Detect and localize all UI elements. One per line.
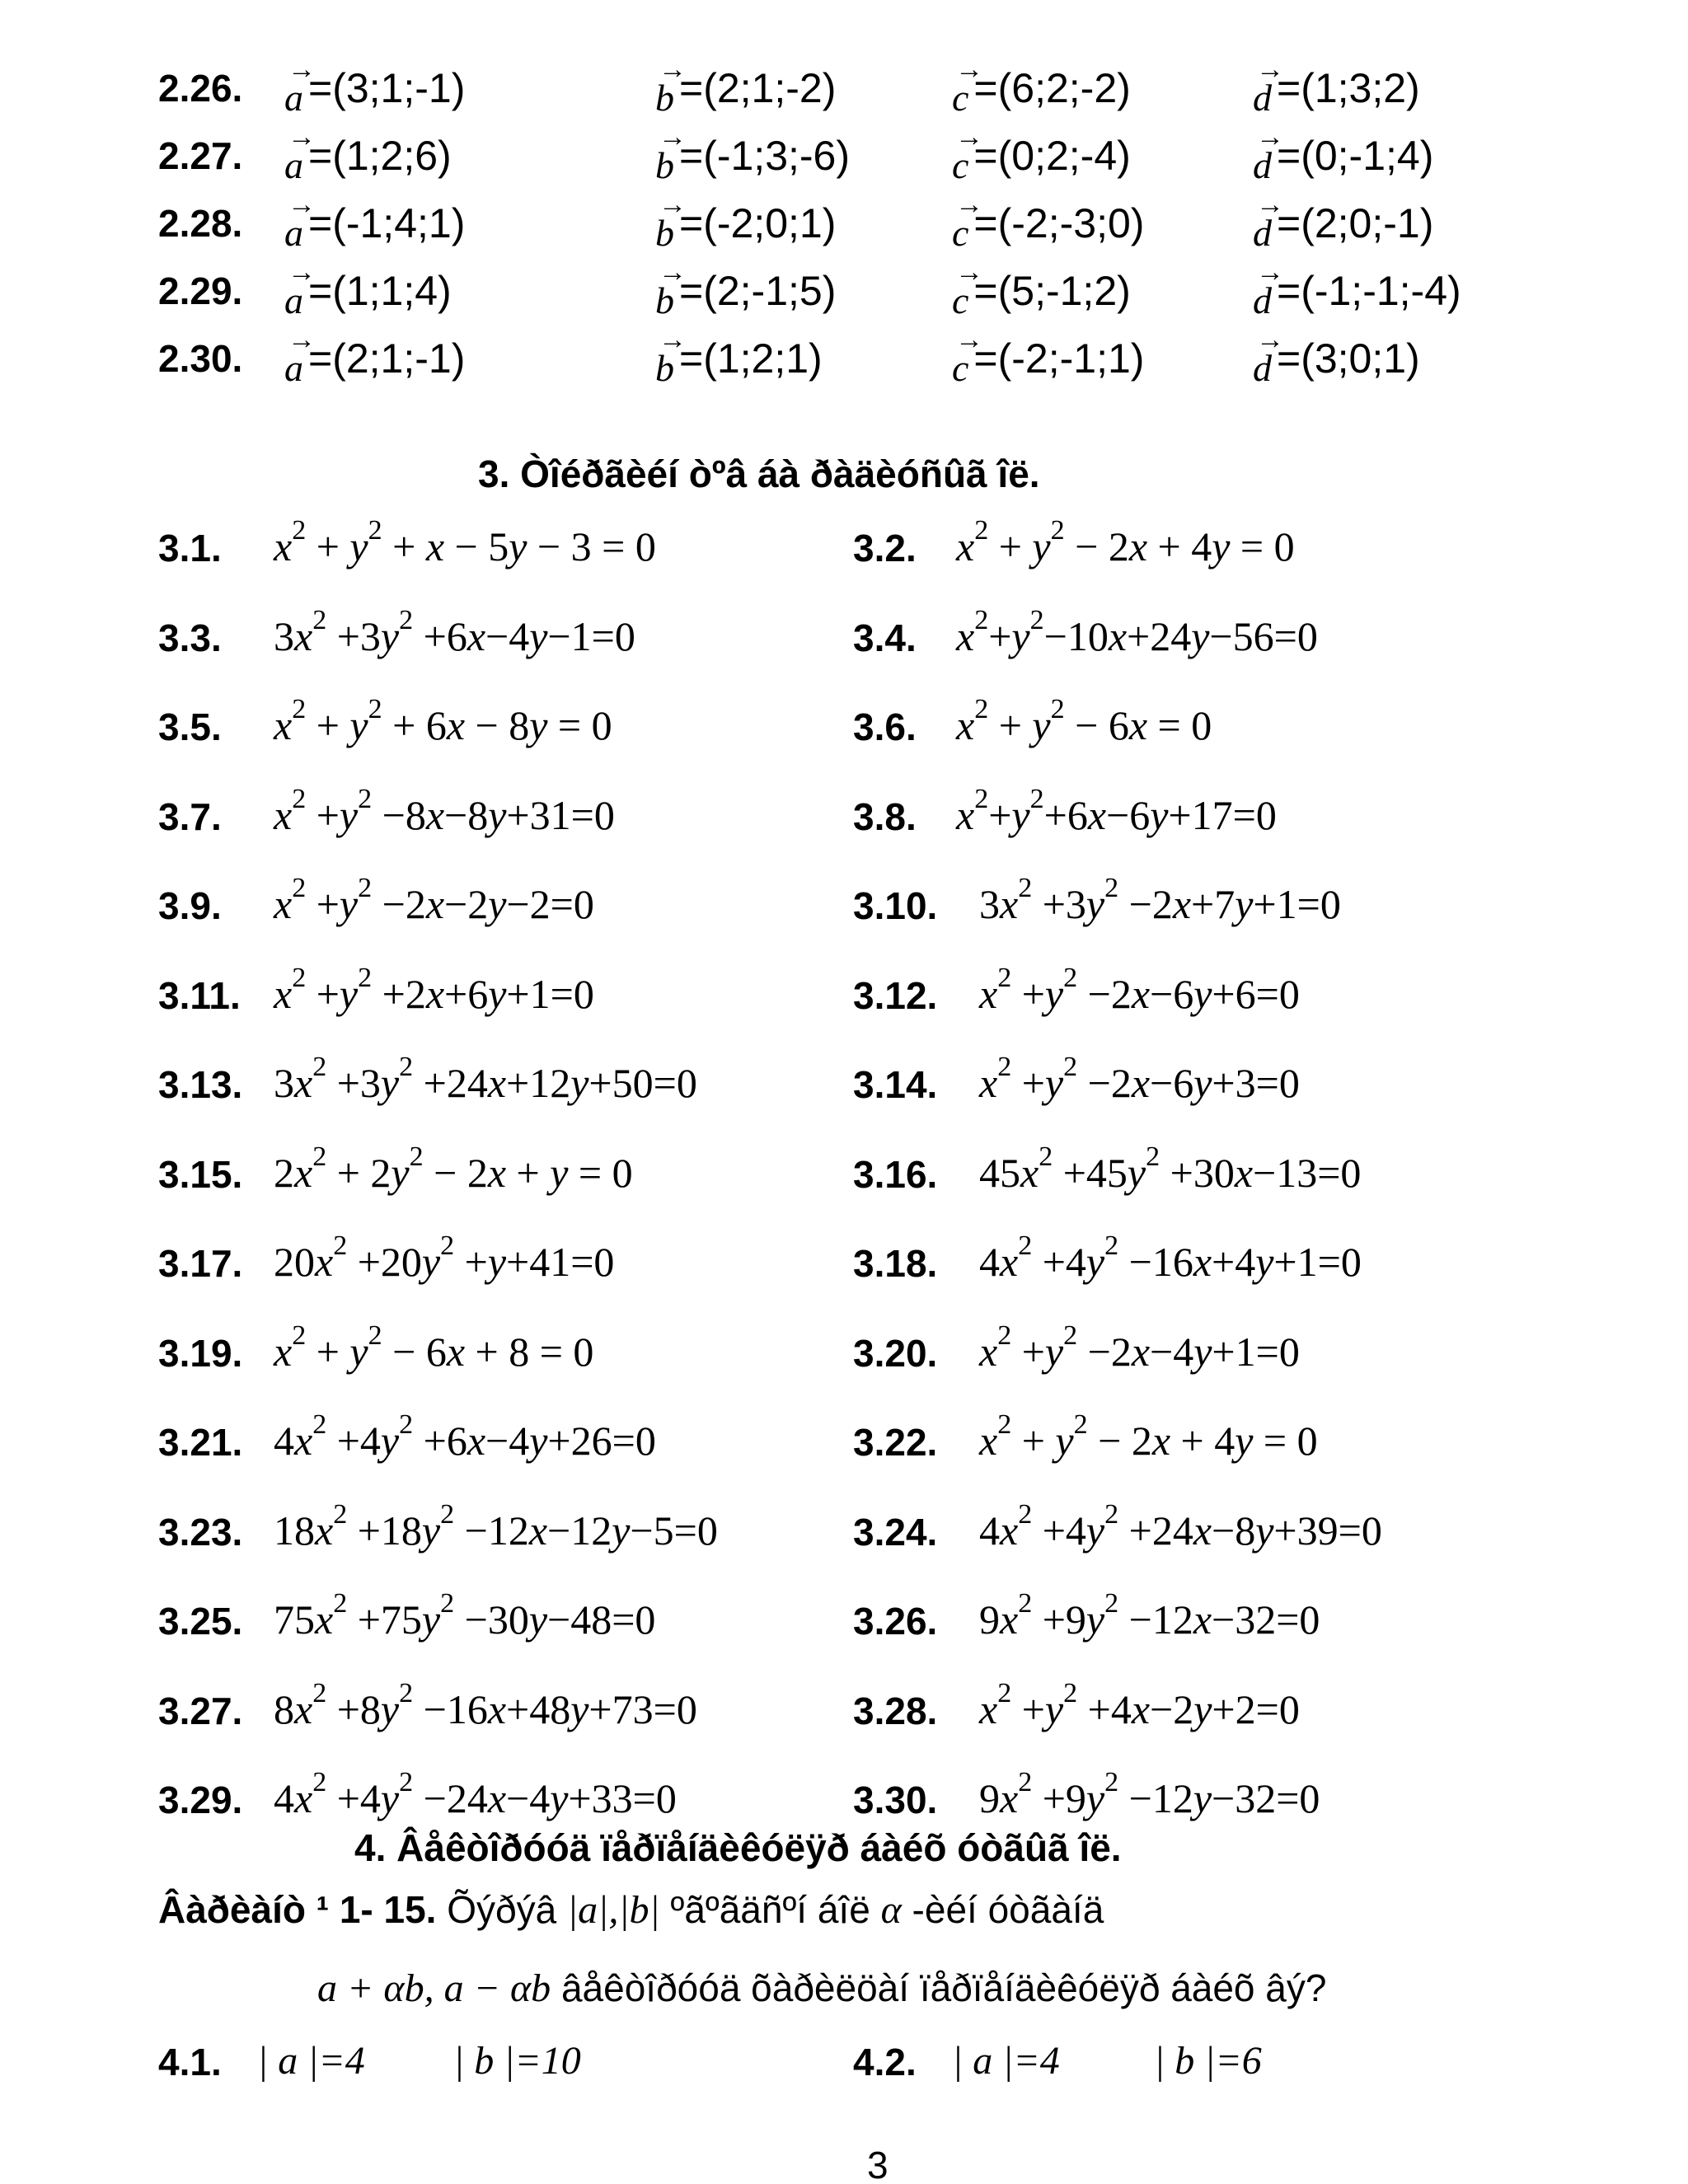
vector-components: =(-1;4;1) [308,200,466,246]
vector-arrow-icon: → [659,190,687,220]
vector-letter [655,257,687,322]
problem-number: 3.20. [853,1331,938,1375]
vector-arrow-icon: → [1256,257,1284,288]
problem-number: 3.22. [853,1421,938,1464]
vector-row [0,54,1688,125]
problem-number: 3.18. [853,1242,938,1285]
vector-d [1253,54,1420,119]
equation-row [0,1319,1688,1390]
vector-c [952,54,1131,119]
vector-b [655,325,823,389]
vector-letter [952,54,983,120]
problem-number: 2.29. [158,269,243,312]
equation-row [0,1230,1688,1301]
vector-letter [655,325,687,390]
alpha-symbol: α [880,1888,902,1932]
vector-components: =(-1;3;-6) [679,133,851,179]
vector-components: =(3;1;-1) [308,65,466,111]
vector-components: =(2;0;-1) [1277,200,1434,246]
circle-equation: $9x^2 +9y^2 -12x-32=0$ [979,1588,1320,1643]
section-4-heading: 4. Âåêòîðóóä ïåðïåíäèêóëÿð áàéõ óòãûã îë. [354,1826,1122,1869]
vector-a [284,325,466,389]
equation-row [0,962,1688,1033]
vector-letter [284,54,316,120]
problem-number: 3.25. [158,1600,243,1643]
equation-row [0,1409,1688,1479]
circle-equation: $x^2 +y^2 +2x+6y+1=0$ [274,962,594,1017]
problem-number: 3.16. [853,1152,938,1196]
vector-arrow-icon: → [659,122,687,152]
vector-c [952,190,1145,254]
vector-letter-text: b [655,212,674,254]
problem-number: 3.21. [158,1421,243,1464]
vector-letter [284,122,316,187]
vector-letter [284,190,316,255]
problem-4-1-a: | a |=4 [257,2039,365,2083]
vector-components: =(0;2;-4) [973,133,1131,179]
vector-letter-text: a [284,144,303,186]
vector-row [0,325,1688,396]
circle-equation: $x^2 +y^2 -2x-6y+6=0$ [979,962,1300,1017]
circle-equation: $x^2 + y^2 - 6x + 8 = 0$ [274,1319,594,1375]
circle-equation: $4x^2 +4y^2 +24x-8y+39=0$ [979,1498,1382,1554]
circle-equation: $3x^2 +3y^2 +6x-4y-1=0$ [274,604,635,659]
problem-number: 3.7. [158,794,222,838]
circle-equation: $45x^2 +45y^2 +30x-13=0$ [979,1141,1362,1196]
equation-row [0,694,1688,764]
problem-number: 3.26. [853,1600,938,1643]
vector-d [1253,122,1434,186]
equation-row [0,873,1688,943]
vector-d [1253,257,1461,321]
vector-arrow-icon: → [288,257,316,288]
vector-letter [1253,257,1284,322]
circle-equation: $2x^2 + 2y^2 - 2x + y = 0$ [274,1141,633,1196]
equation-row [0,1141,1688,1212]
problem-number: 3.8. [853,794,917,838]
vector-components: =(-2;-3;0) [973,200,1145,246]
vector-components: =(1;2;1) [679,335,823,382]
vector-letter [655,122,687,187]
vector-letter-text: d [1253,279,1272,321]
vector-arrow-icon: → [955,190,983,220]
variant-end: -èéí óòãàíä [912,1888,1104,1931]
vector-letter [952,325,983,390]
variant-line [158,1887,1104,1933]
vector-arrow-icon: → [1256,54,1284,85]
vector-components: =(6;2;-2) [973,65,1131,111]
circle-equation: $20x^2 +20y^2 +y+41=0$ [274,1230,615,1285]
problem-number: 3.13. [158,1063,243,1106]
vector-arrow-icon: → [288,325,316,355]
circle-equation: $18x^2 +18y^2 -12x-12y-5=0$ [274,1498,718,1554]
vector-components: =(1;2;6) [308,133,452,179]
vector-letter [1253,190,1284,255]
vector-letter-text: a [284,77,303,119]
vector-letter [952,122,983,187]
vector-letter-text: a [284,347,303,389]
variant-intro: Õýðýâ [447,1888,557,1931]
problem-4-2-a: | a |=4 [952,2039,1060,2083]
vector-letter-text: d [1253,347,1272,389]
problem-number: 3.30. [853,1779,938,1821]
problem-number: 3.24. [853,1510,938,1554]
vector-b [655,54,837,119]
vector-arrow-icon: → [288,122,316,152]
circle-equation: $x^2 + y^2 - 6x = 0$ [956,694,1212,748]
vector-letter [952,257,983,322]
circle-equation: $4x^2 +4y^2 -24x-4y+33=0$ [274,1767,677,1821]
problem-number: 3.14. [853,1063,938,1106]
vector-arrow-icon: → [955,325,983,355]
vector-components: =(1;1;4) [308,268,452,314]
page-number: 3 [867,2144,889,2184]
vector-components: =(2;1;-1) [308,335,466,382]
vector-c [952,257,1131,321]
circle-equation: $x^2+y^2-10x+24y-56=0$ [956,604,1318,659]
problem-4-2 [853,2040,917,2084]
vector-a [284,122,452,186]
vector-letter-text: d [1253,144,1272,186]
problem-number: 3.5. [158,705,222,748]
problem-number: 3.12. [853,973,938,1017]
vector-c [952,325,1145,389]
vector-arrow-icon: → [1256,122,1284,152]
vector-arrow-icon: → [659,257,687,288]
vector-components: =(-1;-1;-4) [1277,268,1461,314]
vector-d [1253,325,1420,389]
circle-equation: $75x^2 +75y^2 -30y-48=0$ [274,1588,656,1643]
circle-equation: $x^2 +y^2 -2x-2y-2=0$ [274,873,594,927]
problem-4-1-number: 4.1. [158,2041,222,2083]
vector-components: =(0;-1;4) [1277,133,1434,179]
vector-arrow-icon: → [955,54,983,85]
vector-combination: a + αb, a − αb [317,1966,551,2010]
problem-number: 3.17. [158,1242,243,1285]
problem-number: 3.9. [158,884,222,927]
problem-4-1 [158,2040,222,2084]
vector-components: =(-2;0;1) [679,200,837,246]
circle-equation: $x^2+y^2+6x-6y+17=0$ [956,783,1277,838]
vector-letter [952,190,983,255]
problem-number: 3.19. [158,1331,243,1375]
vector-letter-text: c [952,77,969,119]
circle-equation: $4x^2 +4y^2 -16x+4y+1=0$ [979,1230,1362,1285]
vector-arrow-icon: → [955,122,983,152]
circle-equation: $x^2 + y^2 + 6x - 8y = 0$ [274,694,612,748]
vector-letter-text: a [284,279,303,321]
circle-equation: $x^2 +y^2 -2x-4y+1=0$ [979,1319,1300,1375]
problem-4-2-b: | b |=6 [1154,2039,1262,2083]
problem-number: 3.15. [158,1152,243,1196]
section-3-heading: 3. Òîéðãèéí òºâ áà ðàäèóñûã îë. [478,452,1040,495]
vector-letter [655,190,687,255]
vector-row [0,257,1688,328]
problem-number: 2.27. [158,134,243,177]
circle-equation: $x^2 +y^2 -2x-6y+3=0$ [979,1052,1300,1106]
perpendicular-question: âåêòîðóóä õàðèëöàí ïåðïåíäèêóëÿð áàéõ âý? [560,1966,1327,2009]
vector-a [284,54,466,119]
circle-equation: $x^2 + y^2 + x - 5y - 3 = 0$ [274,515,656,569]
problem-number: 3.11. [158,973,241,1017]
problem-number: 3.10. [853,884,938,927]
problem-number: 3.29. [158,1779,243,1821]
vector-letter-text: c [952,347,969,389]
vector-a [284,190,466,254]
vector-b [655,190,837,254]
vector-c [952,122,1131,186]
problem-number: 2.30. [158,337,243,380]
equation-row [0,515,1688,585]
vector-letter-text: b [655,347,674,389]
problem-number: 3.23. [158,1510,243,1554]
vector-letter [655,54,687,120]
vector-letter-text: c [952,212,969,254]
vector-letter [284,257,316,322]
problem-number: 3.2. [853,527,917,569]
vector-row [0,190,1688,260]
equation-row [0,1677,1688,1748]
vector-letter-text: b [655,144,674,186]
problem-number: 2.28. [158,202,243,245]
vector-components: =(1;3;2) [1277,65,1420,111]
equation-row [0,1588,1688,1658]
vector-components: =(2;-1;5) [679,268,837,314]
equation-row [0,783,1688,854]
vector-arrow-icon: → [955,257,983,288]
vector-letter-text: d [1253,212,1272,254]
vector-letter [284,325,316,390]
problem-number: 3.6. [853,705,917,748]
vector-letter-text: c [952,144,969,186]
vector-b [655,122,851,186]
circle-equation: $8x^2 +8y^2 -16x+48y+73=0$ [274,1677,697,1732]
circle-equation: $9x^2 +9y^2 -12y-32=0$ [979,1767,1320,1821]
circle-equation: $3x^2 +3y^2 +24x+12y+50=0$ [274,1052,697,1106]
vector-arrow-icon: → [659,54,687,85]
perpendicular-line [317,1966,1326,2011]
circle-equation: $x^2 +y^2 +4x-2y+2=0$ [979,1677,1300,1732]
problem-number: 3.3. [158,616,222,659]
vector-letter-text: b [655,77,674,119]
vector-components: =(3;0;1) [1277,335,1420,382]
problem-4-2-number: 4.2. [853,2041,917,2083]
equation-row [0,1052,1688,1122]
equation-row [0,604,1688,675]
problem-number: 3.1. [158,527,222,569]
vector-arrow-icon: → [288,54,316,85]
vector-letter-text: a [284,212,303,254]
vector-letter [1253,54,1284,120]
vector-components: =(5;-1;2) [973,268,1131,314]
vector-arrow-icon: → [1256,190,1284,220]
vector-letter-text: c [952,279,969,321]
vector-row [0,122,1688,193]
vector-arrow-icon: → [1256,325,1284,355]
vector-arrow-icon: → [659,325,687,355]
vector-letter-text: b [655,279,674,321]
circle-equation: $x^2 +y^2 -8x-8y+31=0$ [274,783,615,838]
circle-equation: $4x^2 +4y^2 +6x-4y+26=0$ [274,1409,656,1464]
problem-number: 3.27. [158,1689,243,1732]
problem-4-1-b: | b |=10 [453,2039,581,2083]
vector-letter [1253,325,1284,390]
circle-equation: $x^2 + y^2 - 2x + 4y = 0$ [979,1409,1318,1464]
vector-letter-text: d [1253,77,1272,119]
vector-components: =(-2;-1;1) [973,335,1145,382]
vector-b [655,257,837,321]
vector-d [1253,190,1434,254]
vector-arrow-icon: → [288,190,316,220]
problem-number: 3.4. [853,616,917,659]
vector-letter [1253,122,1284,187]
variant-given: ºãºãäñºí áîë [670,1888,870,1931]
norms-expression: |a|,|b| [566,1888,660,1932]
vector-components: =(2;1;-2) [679,65,837,111]
circle-equation: $3x^2 +3y^2 -2x+7y+1=0$ [979,873,1341,927]
problem-number: 2.26. [158,67,243,110]
circle-equation: $x^2 + y^2 - 2x + 4y = 0$ [956,515,1295,569]
problem-number: 3.28. [853,1689,938,1732]
variant-label: Âàðèàíò ¹ 1- 15. [158,1888,437,1931]
vector-a [284,257,452,321]
equation-row [0,1498,1688,1569]
